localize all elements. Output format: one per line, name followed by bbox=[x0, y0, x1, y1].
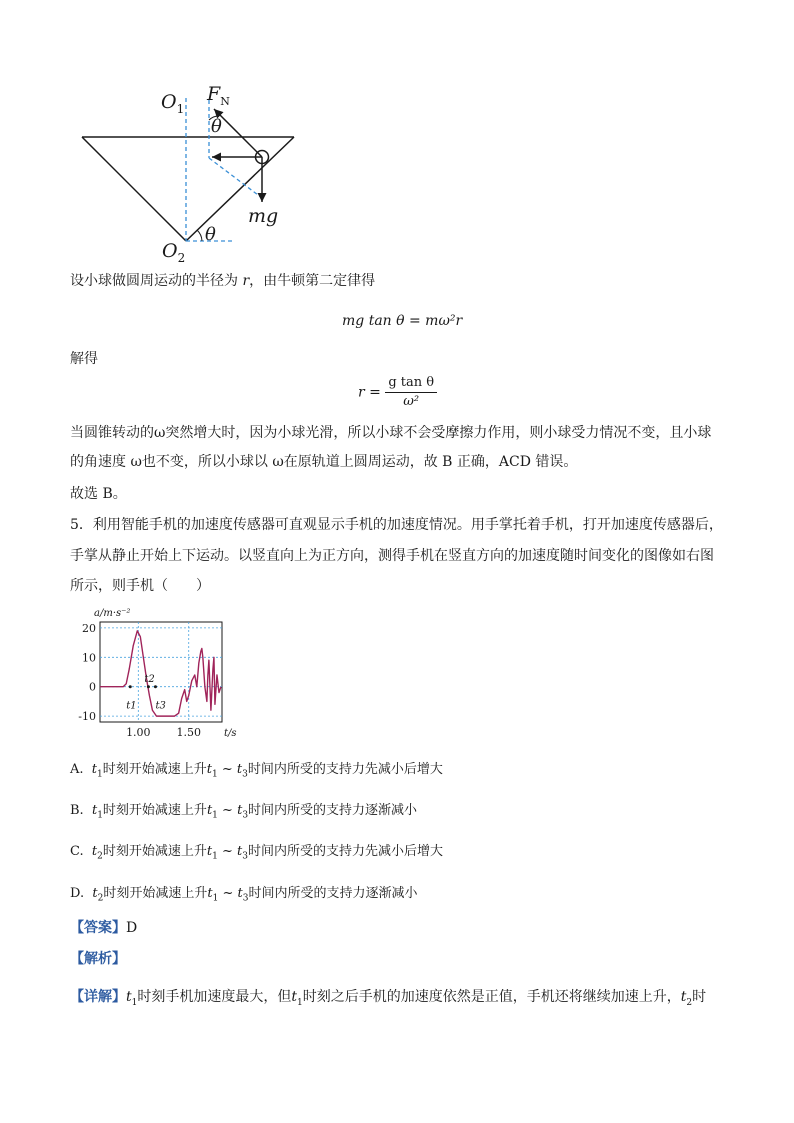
equation-newton: mg tan θ = mω²r bbox=[342, 313, 463, 329]
time-marker bbox=[129, 685, 132, 688]
y-tick-label: 0 bbox=[89, 680, 96, 694]
x-axis-label: t/s bbox=[224, 728, 237, 739]
x-tick-label: 1.50 bbox=[176, 726, 201, 739]
label-theta-bottom: θ bbox=[205, 224, 216, 245]
question-line-3: 所示，则手机（ ） bbox=[70, 578, 210, 594]
time-annotation: t1 bbox=[126, 700, 137, 712]
y-axis-label: a/m·s⁻² bbox=[94, 608, 131, 619]
y-tick-label: 20 bbox=[82, 621, 96, 635]
option-b[interactable]: B. $t_1$时刻开始减速上升$t_1$ ~ $t_3$时间内所受的支持力逐渐减小 bbox=[70, 803, 418, 821]
equation-radius: r = $\frac{\text{g tan θ}}{\text{ω²}}$ bbox=[358, 374, 437, 411]
time-marker bbox=[147, 685, 150, 688]
time-annotation: t3 bbox=[155, 700, 166, 712]
option-a[interactable]: A. $t_1$时刻开始减速上升$t_1$ ~ $t_3$时间内所受的支持力先减小后增大 bbox=[70, 762, 443, 780]
analysis-label: 【解析】 bbox=[70, 951, 126, 967]
cone-left-edge bbox=[82, 137, 186, 241]
label-theta-top: θ bbox=[211, 116, 222, 137]
question-line-1: 5．利用智能手机的加速度传感器可直观显示手机的加速度情况。用手掌托着手机，打开加速度传感器后， bbox=[70, 517, 723, 533]
option-c[interactable]: C. $t_2$时刻开始减速上升$t_1$ ~ $t_3$时间内所受的支持力先减小后增大 bbox=[70, 844, 443, 862]
explanation-line-1: 当圆锥转动的ω突然增大时，因为小球光滑，所以小球不会受摩擦力作用，则小球受力情况不变，且小球 bbox=[70, 425, 712, 441]
y-tick-label: -10 bbox=[78, 710, 96, 724]
time-annotation: t2 bbox=[144, 673, 155, 685]
label-mg: mg bbox=[248, 205, 279, 227]
label-fn: $F_N$ bbox=[207, 83, 230, 108]
explanation-line-2: 的角速度 ω也不变，所以小球以 ω在原轨道上圆周运动，故 B 正确，ACD 错误。 bbox=[70, 454, 578, 470]
acceleration-chart bbox=[70, 604, 240, 746]
radius-sentence: 设小球做圆周运动的半径为 r，由牛顿第二定律得 bbox=[70, 273, 376, 289]
option-d[interactable]: D. $t_2$时刻开始减速上升$t_1$ ~ $t_3$时间内所受的支持力逐渐减小 bbox=[70, 886, 418, 904]
time-marker bbox=[154, 685, 157, 688]
x-tick-label: 1.00 bbox=[126, 726, 151, 739]
jiede-label: 解得 bbox=[70, 351, 98, 367]
detail-line: 【详解】$t_1$时刻手机加速度最大，但$t_1$时刻之后手机的加速度依然是正值，手机还将继续加速上升，$t_2$时 bbox=[70, 989, 707, 1008]
label-o2: $O_2$ bbox=[162, 240, 186, 265]
cone-force-diagram bbox=[70, 80, 310, 270]
question-line-2: 手掌从静止开始上下运动。以竖直向上为正方向，测得手机在竖直方向的加速度随时间变化的图像如右图 bbox=[70, 548, 714, 564]
chart-svg bbox=[70, 604, 240, 746]
answer-line: 【答案】D bbox=[70, 920, 138, 936]
choose-b: 故选 B。 bbox=[70, 486, 127, 502]
y-tick-label: 10 bbox=[82, 651, 96, 665]
label-o1: $O_1$ bbox=[161, 91, 185, 116]
